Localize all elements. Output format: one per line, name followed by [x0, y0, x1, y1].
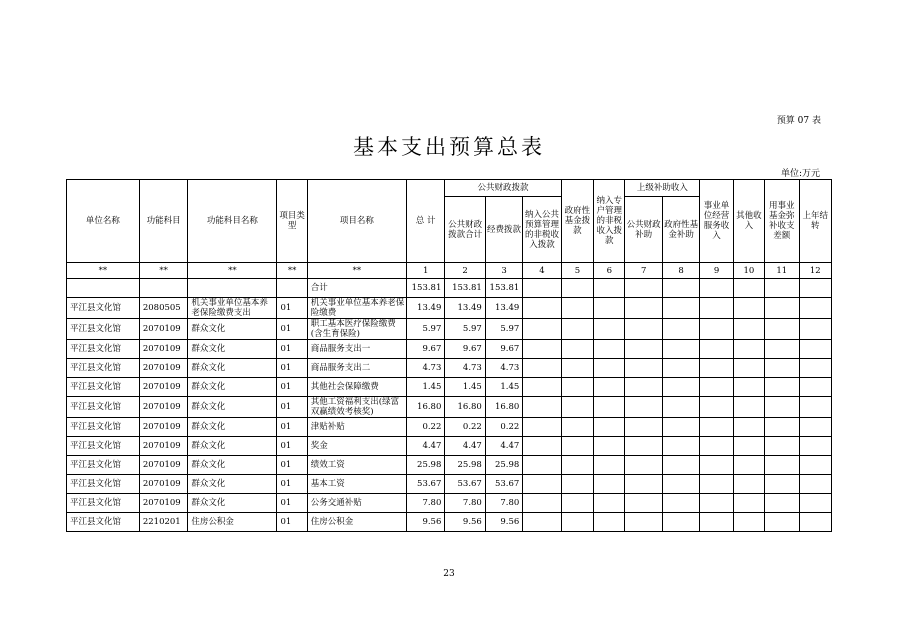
table-row — [67, 437, 832, 456]
func-code-cell: 2070109 — [139, 437, 188, 456]
item-name-cell: 公务交通补贴 — [307, 494, 406, 513]
empty-cell — [561, 378, 593, 397]
public-sub-cell: 9.56 — [445, 513, 485, 532]
empty-cell — [523, 378, 561, 397]
empty-cell — [523, 340, 561, 359]
header-func-code: 功能科目 — [139, 180, 188, 263]
index-cell: 10 — [733, 263, 764, 279]
item-type-cell: 01 — [277, 298, 307, 319]
total-label: 合计 — [307, 279, 406, 298]
empty-cell — [594, 397, 625, 418]
func-name-cell: 群众文化 — [188, 397, 277, 418]
empty-cell — [733, 513, 764, 532]
page-number: 23 — [443, 569, 455, 579]
public-sub-cell: 0.22 — [445, 418, 485, 437]
empty-cell — [733, 437, 764, 456]
empty-cell — [765, 340, 799, 359]
empty-cell — [765, 456, 799, 475]
item-name-cell: 绩效工资 — [307, 456, 406, 475]
index-cell: ** — [139, 263, 188, 279]
func-code-cell: 2070109 — [139, 475, 188, 494]
index-cell: 2 — [445, 263, 485, 279]
empty-cell — [625, 340, 662, 359]
public-sub-cell: 5.97 — [445, 319, 485, 340]
header-surplus: 用事业基金弥补收支差额 — [765, 180, 799, 263]
header-other: 其他收入 — [733, 180, 764, 263]
unit-name-cell: 平江县文化馆 — [67, 437, 140, 456]
empty-cell — [662, 494, 699, 513]
empty-cell — [662, 437, 699, 456]
table-row — [67, 494, 832, 513]
empty-cell — [733, 494, 764, 513]
item-name-cell: 机关事业单位基本养老保险缴费 — [307, 298, 406, 319]
func-name-cell: 群众文化 — [188, 437, 277, 456]
empty-cell — [594, 513, 625, 532]
empty-cell — [594, 456, 625, 475]
unit-name-cell: 平江县文化馆 — [67, 397, 140, 418]
empty-cell — [700, 475, 733, 494]
empty-cell — [594, 494, 625, 513]
empty-cell — [733, 359, 764, 378]
empty-cell — [625, 359, 662, 378]
public-sub-cell: 4.73 — [445, 359, 485, 378]
header-superior: 上级补助收入 — [625, 180, 700, 197]
index-cell: ** — [277, 263, 307, 279]
index-cell: 1 — [406, 263, 444, 279]
empty-cell — [700, 456, 733, 475]
empty-cell — [662, 456, 699, 475]
public-sub-cell: 4.47 — [445, 437, 485, 456]
total-total: 153.81 — [406, 279, 444, 298]
unit-label: 单位:万元 — [780, 169, 820, 179]
index-cell: 7 — [625, 263, 662, 279]
funds-cell: 9.67 — [485, 340, 522, 359]
empty-cell — [561, 418, 593, 437]
total-cell: 9.67 — [406, 340, 444, 359]
header-public-sub: 公共财政拨款合计 — [445, 197, 485, 263]
func-name-cell: 群众文化 — [188, 340, 277, 359]
empty-cell — [765, 513, 799, 532]
empty-cell — [799, 319, 832, 340]
empty-cell — [799, 340, 832, 359]
func-name-cell: 住房公积金 — [188, 513, 277, 532]
empty-cell — [561, 340, 593, 359]
page-title: 基本支出预算总表 — [353, 135, 545, 159]
func-code-cell: 2070109 — [139, 397, 188, 418]
func-name-cell: 群众文化 — [188, 456, 277, 475]
empty-cell — [700, 437, 733, 456]
empty-cell — [662, 340, 699, 359]
total-cell: 4.73 — [406, 359, 444, 378]
empty-cell — [700, 340, 733, 359]
table-tag: 预算 07 表 — [776, 116, 821, 126]
table-row — [67, 418, 832, 437]
empty-cell — [662, 513, 699, 532]
table-row — [67, 319, 832, 340]
index-cell: 6 — [594, 263, 625, 279]
empty-cell — [733, 456, 764, 475]
item-name-cell: 奖金 — [307, 437, 406, 456]
func-name-cell: 群众文化 — [188, 418, 277, 437]
func-name-cell: 机关事业单位基本养老保险缴费支出 — [188, 298, 277, 319]
empty-cell — [561, 359, 593, 378]
empty-cell — [799, 378, 832, 397]
empty-cell — [523, 513, 561, 532]
unit-name-cell: 平江县文化馆 — [67, 340, 140, 359]
empty-cell — [700, 359, 733, 378]
empty-cell — [733, 397, 764, 418]
funds-cell: 1.45 — [485, 378, 522, 397]
unit-name-cell: 平江县文化馆 — [67, 319, 140, 340]
index-cell: 11 — [765, 263, 799, 279]
empty-cell — [523, 298, 561, 319]
empty-cell — [662, 298, 699, 319]
func-code-cell: 2210201 — [139, 513, 188, 532]
empty-cell — [700, 298, 733, 319]
funds-cell: 4.73 — [485, 359, 522, 378]
empty-cell — [523, 319, 561, 340]
empty-cell — [594, 437, 625, 456]
item-type-cell: 01 — [277, 418, 307, 437]
funds-cell: 13.49 — [485, 298, 522, 319]
total-cell: 5.97 — [406, 319, 444, 340]
empty-cell — [625, 298, 662, 319]
empty-cell — [561, 397, 593, 418]
header-unit-name: 单位名称 — [67, 180, 140, 263]
empty-cell — [523, 456, 561, 475]
funds-cell: 7.80 — [485, 494, 522, 513]
empty-cell — [662, 475, 699, 494]
empty-cell — [523, 437, 561, 456]
empty-cell — [799, 513, 832, 532]
item-type-cell: 01 — [277, 494, 307, 513]
index-cell: ** — [188, 263, 277, 279]
empty-cell — [594, 340, 625, 359]
unit-name-cell: 平江县文化馆 — [67, 359, 140, 378]
empty-cell — [700, 378, 733, 397]
empty-cell — [625, 378, 662, 397]
index-cell: ** — [307, 263, 406, 279]
empty-cell — [799, 418, 832, 437]
empty-cell — [765, 418, 799, 437]
public-sub-cell: 16.80 — [445, 397, 485, 418]
empty-cell — [799, 359, 832, 378]
empty-cell — [523, 397, 561, 418]
func-name-cell: 群众文化 — [188, 494, 277, 513]
total-cell: 1.45 — [406, 378, 444, 397]
item-type-cell: 01 — [277, 437, 307, 456]
func-code-cell: 2070109 — [139, 319, 188, 340]
header-item-type: 项目类型 — [277, 180, 307, 263]
item-type-cell: 01 — [277, 456, 307, 475]
header-func-name: 功能科目名称 — [188, 180, 277, 263]
empty-cell — [662, 319, 699, 340]
total-cell: 9.56 — [406, 513, 444, 532]
unit-name-cell: 平江县文化馆 — [67, 456, 140, 475]
index-cell: 12 — [799, 263, 832, 279]
empty-cell — [625, 513, 662, 532]
total-cell: 53.67 — [406, 475, 444, 494]
empty-cell — [523, 494, 561, 513]
empty-cell — [799, 456, 832, 475]
empty-cell — [625, 437, 662, 456]
func-code-cell: 2070109 — [139, 378, 188, 397]
empty-cell — [733, 298, 764, 319]
table-row — [67, 359, 832, 378]
item-name-cell: 津贴补贴 — [307, 418, 406, 437]
index-cell: 4 — [523, 263, 561, 279]
funds-cell: 16.80 — [485, 397, 522, 418]
public-sub-cell: 25.98 — [445, 456, 485, 475]
total-funds: 153.81 — [485, 279, 522, 298]
empty-cell — [733, 475, 764, 494]
item-type-cell: 01 — [277, 475, 307, 494]
item-name-cell: 其他社会保障缴费 — [307, 378, 406, 397]
index-cell: ** — [67, 263, 140, 279]
public-sub-cell: 13.49 — [445, 298, 485, 319]
total-cell: 7.80 — [406, 494, 444, 513]
table-row — [67, 298, 832, 319]
empty-cell — [594, 378, 625, 397]
header-superior-fund: 政府性基金补助 — [662, 197, 699, 263]
item-type-cell: 01 — [277, 513, 307, 532]
table-row — [67, 456, 832, 475]
empty-cell — [765, 378, 799, 397]
func-code-cell: 2070109 — [139, 340, 188, 359]
unit-name-cell: 平江县文化馆 — [67, 378, 140, 397]
empty-cell — [594, 418, 625, 437]
index-cell: 8 — [662, 263, 699, 279]
unit-name-cell: 平江县文化馆 — [67, 494, 140, 513]
funds-cell: 4.47 — [485, 437, 522, 456]
funds-cell: 25.98 — [485, 456, 522, 475]
item-name-cell: 商品服务支出二 — [307, 359, 406, 378]
empty-cell — [733, 340, 764, 359]
empty-cell — [662, 418, 699, 437]
empty-cell — [625, 475, 662, 494]
funds-cell: 0.22 — [485, 418, 522, 437]
func-code-cell: 2080505 — [139, 298, 188, 319]
item-type-cell: 01 — [277, 319, 307, 340]
empty-cell — [799, 475, 832, 494]
header-gov-fund: 政府性基金拨款 — [561, 180, 593, 263]
empty-cell — [594, 298, 625, 319]
index-cell: 9 — [700, 263, 733, 279]
header-funds: 经费拨款 — [485, 197, 522, 263]
empty-cell — [700, 513, 733, 532]
unit-name-cell: 平江县文化馆 — [67, 475, 140, 494]
empty-cell — [594, 359, 625, 378]
empty-cell — [799, 397, 832, 418]
total-cell: 13.49 — [406, 298, 444, 319]
empty-cell — [799, 494, 832, 513]
empty-cell — [700, 418, 733, 437]
public-sub-cell: 9.67 — [445, 340, 485, 359]
func-code-cell: 2070109 — [139, 418, 188, 437]
func-code-cell: 2070109 — [139, 359, 188, 378]
item-name-cell: 商品服务支出一 — [307, 340, 406, 359]
table-body — [67, 279, 832, 532]
empty-cell — [561, 475, 593, 494]
header-item-name: 项目名称 — [307, 180, 406, 263]
empty-cell — [594, 319, 625, 340]
item-type-cell: 01 — [277, 340, 307, 359]
header-public-nontax: 纳入公共预算管理的非税收入拨款 — [523, 197, 561, 263]
unit-name-cell: 平江县文化馆 — [67, 513, 140, 532]
empty-cell — [765, 494, 799, 513]
empty-cell — [700, 319, 733, 340]
empty-cell — [765, 359, 799, 378]
empty-cell — [561, 298, 593, 319]
empty-cell — [700, 494, 733, 513]
empty-cell — [561, 319, 593, 340]
budget-table — [66, 179, 832, 532]
empty-cell — [523, 475, 561, 494]
empty-cell — [765, 475, 799, 494]
header-public-finance: 公共财政拨款 — [445, 180, 561, 197]
empty-cell — [662, 397, 699, 418]
empty-cell — [662, 359, 699, 378]
table-row — [67, 513, 832, 532]
table-row — [67, 475, 832, 494]
index-cell: 3 — [485, 263, 522, 279]
header-special-nontax: 纳入专户管理的非税收入拨款 — [594, 180, 625, 263]
func-name-cell: 群众文化 — [188, 359, 277, 378]
total-sub: 153.81 — [445, 279, 485, 298]
empty-cell — [765, 397, 799, 418]
empty-cell — [625, 397, 662, 418]
empty-cell — [799, 437, 832, 456]
funds-cell: 53.67 — [485, 475, 522, 494]
empty-cell — [700, 397, 733, 418]
empty-cell — [733, 378, 764, 397]
func-code-cell: 2070109 — [139, 456, 188, 475]
empty-cell — [625, 494, 662, 513]
func-name-cell: 群众文化 — [188, 319, 277, 340]
unit-name-cell: 平江县文化馆 — [67, 298, 140, 319]
empty-cell — [765, 319, 799, 340]
empty-cell — [765, 437, 799, 456]
total-row — [67, 279, 832, 298]
empty-cell — [765, 298, 799, 319]
func-code-cell: 2070109 — [139, 494, 188, 513]
empty-cell — [662, 378, 699, 397]
empty-cell — [523, 359, 561, 378]
empty-cell — [625, 319, 662, 340]
item-name-cell: 住房公积金 — [307, 513, 406, 532]
header-carry: 上年结转 — [799, 180, 832, 263]
empty-cell — [594, 475, 625, 494]
table-row — [67, 378, 832, 397]
total-cell: 0.22 — [406, 418, 444, 437]
public-sub-cell: 53.67 — [445, 475, 485, 494]
empty-cell — [561, 513, 593, 532]
item-type-cell: 01 — [277, 397, 307, 418]
item-name-cell: 基本工资 — [307, 475, 406, 494]
item-name-cell: 职工基本医疗保险缴费(含生育保险) — [307, 319, 406, 340]
public-sub-cell: 1.45 — [445, 378, 485, 397]
empty-cell — [733, 319, 764, 340]
header-total: 总 计 — [406, 180, 444, 263]
empty-cell — [523, 418, 561, 437]
total-cell: 16.80 — [406, 397, 444, 418]
empty-cell — [561, 494, 593, 513]
table-row — [67, 340, 832, 359]
unit-name-cell: 平江县文化馆 — [67, 418, 140, 437]
func-name-cell: 群众文化 — [188, 475, 277, 494]
total-cell: 25.98 — [406, 456, 444, 475]
empty-cell — [625, 456, 662, 475]
empty-cell — [625, 418, 662, 437]
empty-cell — [561, 456, 593, 475]
empty-cell — [561, 437, 593, 456]
item-type-cell: 01 — [277, 359, 307, 378]
item-name-cell: 其他工资福利支出(绿富双赢绩效考核奖) — [307, 397, 406, 418]
empty-cell — [799, 298, 832, 319]
item-type-cell: 01 — [277, 378, 307, 397]
header-business: 事业单位经营服务收入 — [700, 180, 733, 263]
index-cell: 5 — [561, 263, 593, 279]
funds-cell: 5.97 — [485, 319, 522, 340]
funds-cell: 9.56 — [485, 513, 522, 532]
header-superior-public: 公共财政补助 — [625, 197, 662, 263]
table-row — [67, 397, 832, 418]
public-sub-cell: 7.80 — [445, 494, 485, 513]
empty-cell — [733, 418, 764, 437]
func-name-cell: 群众文化 — [188, 378, 277, 397]
total-cell: 4.47 — [406, 437, 444, 456]
